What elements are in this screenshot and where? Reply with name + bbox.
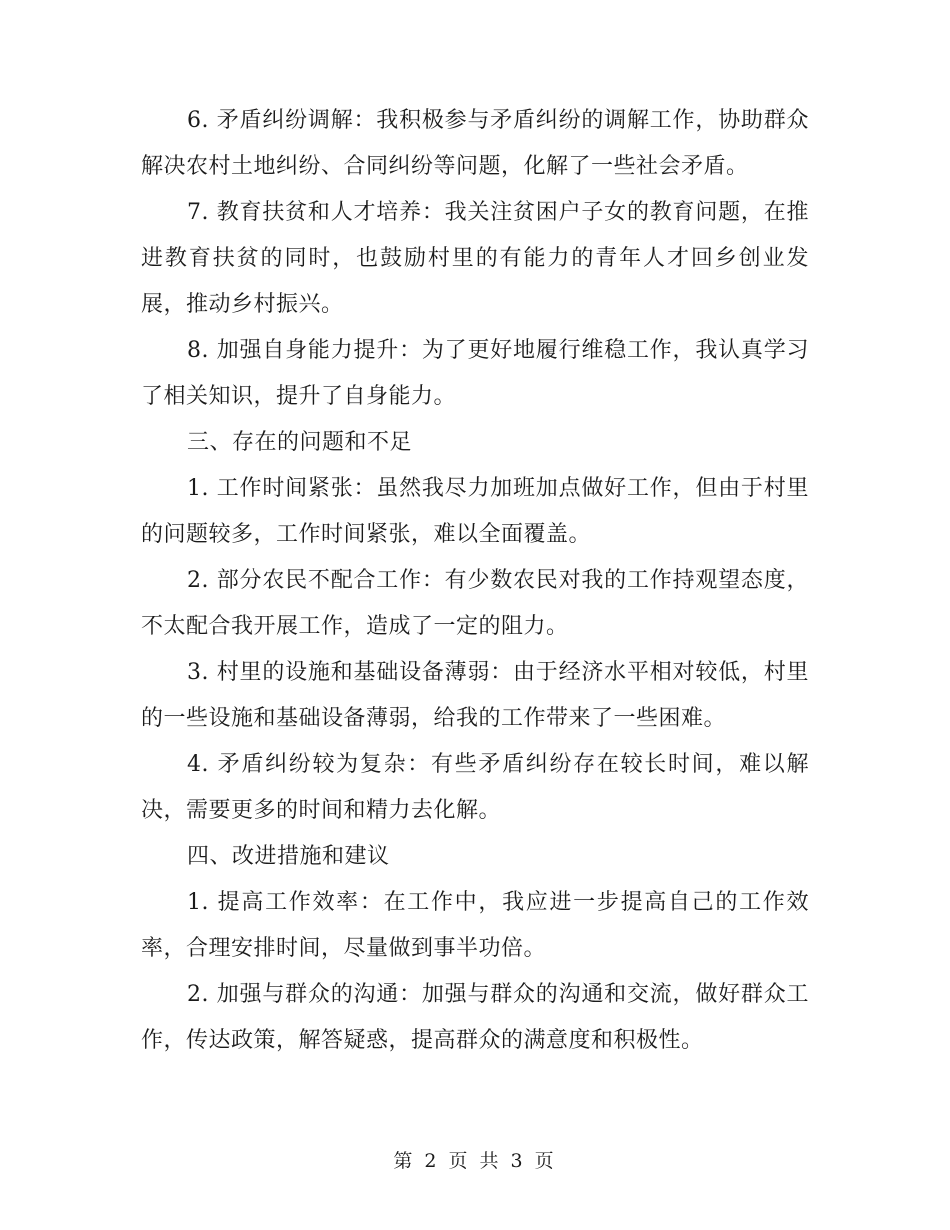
- paragraph-problem-2: 2. 部分农民不配合工作：有少数农民对我的工作持观望态度，不太配合我开展工作，造成了一定的阻力。: [141, 568, 809, 639]
- paragraph-improvement-1: 1. 提高工作效率：在工作中，我应进一步提高自己的工作效率，合理安排时间，尽量做到事半功倍。: [141, 890, 809, 961]
- section-heading-problems: 三、存在的问题和不足: [187, 430, 413, 455]
- document-body: [141, 98, 809, 1064]
- paragraph-problem-3: 3. 村里的设施和基础设备薄弱：由于经济水平相对较低，村里的一些设施和基础设备薄弱，给我的工作带来了一些困难。: [141, 660, 809, 731]
- paragraph-improvement-2: 2. 加强与群众的沟通：加强与群众的沟通和交流，做好群众工作，传达政策，解答疑惑，提高群众的满意度和积极性。: [141, 982, 809, 1053]
- section-heading-improvements: 四、改进措施和建议: [187, 844, 390, 869]
- paragraph-problem-1: 1. 工作时间紧张：虽然我尽力加班加点做好工作，但由于村里的问题较多，工作时间紧张，难以全面覆盖。: [141, 476, 809, 547]
- paragraph-item-7-education: 7. 教育扶贫和人才培养：我关注贫困户子女的教育问题，在推进教育扶贫的同时，也鼓励村里的有能力的青年人才回乡创业发展，推动乡村振兴。: [141, 200, 809, 317]
- paragraph-item-6-mediation: 6. 矛盾纠纷调解：我积极参与矛盾纠纷的调解工作，协助群众解决农村土地纠纷、合同纠纷等问题，化解了一些社会矛盾。: [141, 108, 809, 179]
- paragraph-problem-4: 4. 矛盾纠纷较为复杂：有些矛盾纠纷存在较长时间，难以解决，需要更多的时间和精力去化解。: [141, 752, 809, 823]
- page-number-footer: 第 2 页 共 3 页: [393, 1150, 557, 1172]
- paragraph-item-8-self-improvement: 8. 加强自身能力提升：为了更好地履行维稳工作，我认真学习了相关知识，提升了自身能力。: [141, 338, 809, 409]
